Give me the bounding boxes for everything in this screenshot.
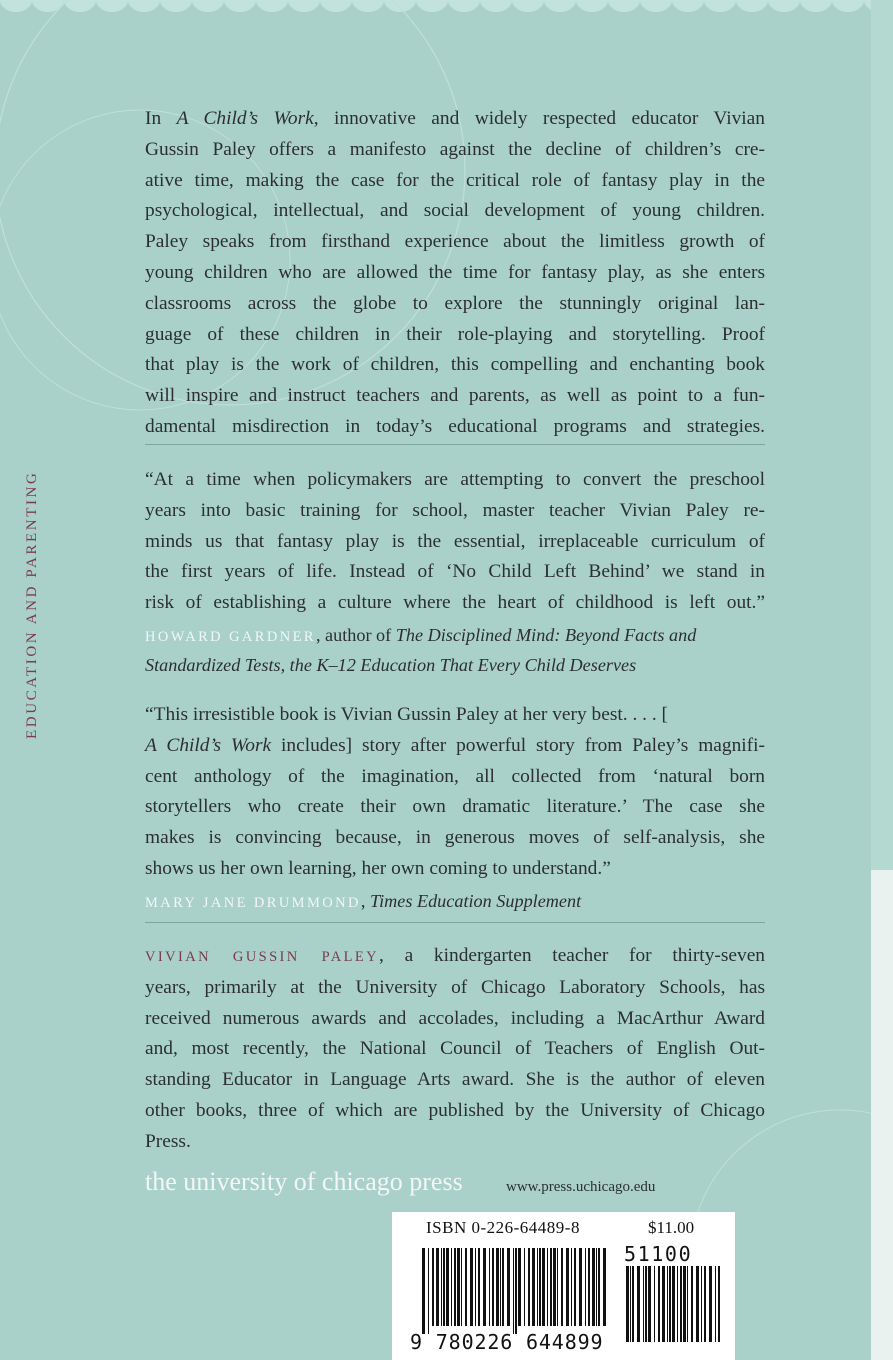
barcode-panel	[392, 1212, 735, 1360]
bio-line: Press.	[145, 1130, 191, 1152]
description-line: Gussin Paley offers a manifesto against the decline of children’s cre-	[145, 138, 765, 160]
bio-line: other books, three of which are published by the University of Chicago	[145, 1099, 765, 1121]
blurb-drummond	[145, 700, 765, 917]
description-line: Paley speaks from firsthand experience about the limitless growth of	[145, 231, 765, 253]
book-description	[145, 104, 765, 443]
scalloped-top-border	[0, 0, 893, 14]
divider	[145, 922, 765, 923]
quote-line: A Child’s Work includes] story after powerful story from Paley’s magnifi-	[145, 734, 765, 756]
author-bio	[145, 941, 765, 1158]
description-line: will inspire and instruct teachers and parents, as well as point to a fun-	[145, 385, 765, 407]
quote-line: “At a time when policymakers are attempting to convert the preschool	[145, 469, 765, 490]
blurb-gardner	[145, 465, 765, 679]
quote-line: shows us her own learning, her own coming to understand.”	[145, 857, 611, 879]
ean-digits: 9 780226 644899	[410, 1330, 604, 1354]
bio-line: years, primarily at the University of Chicago Laboratory Schools, has	[145, 976, 765, 998]
quote-line: risk of establishing a culture where the heart of childhood is left out.”	[145, 592, 765, 614]
description-line: In A Child’s Work, innovative and widely respected educator Vivian	[145, 108, 765, 129]
right-edge-strip	[871, 0, 893, 1360]
quote-line: cent anthology of the imagination, all collected from ‘natural born	[145, 765, 765, 787]
quote-attribution: MARY JANE DRUMMOND, Times Education Supplement	[145, 890, 582, 911]
bio-line: and, most recently, the National Council of Teachers of English Out-	[145, 1038, 765, 1060]
quote-line: the first years of life. Instead of ‘No Child Left Behind’ we stand in	[145, 561, 765, 583]
publisher-name: the university of chicago press	[145, 1167, 463, 1196]
quote-line: storytellers who create their own dramatic literature.’ The case she	[145, 796, 765, 818]
description-line: ative time, making the case for the critical role of fantasy play in the	[145, 169, 765, 191]
bio-line: standing Educator in Language Arts award. She is the author of eleven	[145, 1069, 765, 1091]
quote-line: makes is convincing because, in generous moves of self-analysis, she	[145, 827, 765, 849]
divider	[145, 444, 765, 445]
description-line: classrooms across the globe to explore the stunningly original lan-	[145, 292, 765, 314]
price-code: 51100	[624, 1242, 693, 1266]
category-label: EDUCATION AND PARENTING	[24, 470, 40, 739]
bio-line: received numerous awards and accolades, including a MacArthur Award	[145, 1007, 765, 1029]
description-line: damental misdirection in today’s educational programs and strategies.	[145, 415, 765, 437]
description-line: guage of these children in their role-playing and storytelling. Proof	[145, 323, 765, 345]
isbn-number: ISBN 0-226-64489-8	[426, 1218, 580, 1237]
quote-line: years into basic training for school, master teacher Vivian Paley re-	[145, 499, 765, 521]
quote-attribution-book: Standardized Tests, the K–12 Education That Every Child Deserves	[145, 654, 637, 675]
price-addon-barcode	[624, 1266, 724, 1350]
bio-line: VIVIAN GUSSIN PALEY, a kindergarten teacher for thirty-seven	[145, 945, 765, 966]
ean-barcode	[420, 1248, 610, 1334]
description-line: young children who are allowed the time for fantasy play, as she enters	[145, 261, 765, 283]
quote-line: “This irresistible book is Vivian Gussin Paley at her very best. . . . [	[145, 704, 669, 725]
quote-line: minds us that fantasy play is the essential, irreplaceable curriculum of	[145, 530, 765, 552]
price: $11.00	[648, 1218, 695, 1237]
description-line: that play is the work of children, this compelling and enchanting book	[145, 354, 765, 376]
description-line: psychological, intellectual, and social development of young children.	[145, 200, 765, 222]
quote-attribution: HOWARD GARDNER, author of The Disciplined Mind: Beyond Facts and	[145, 624, 697, 645]
publisher-url: www.press.uchicago.edu	[506, 1179, 656, 1195]
